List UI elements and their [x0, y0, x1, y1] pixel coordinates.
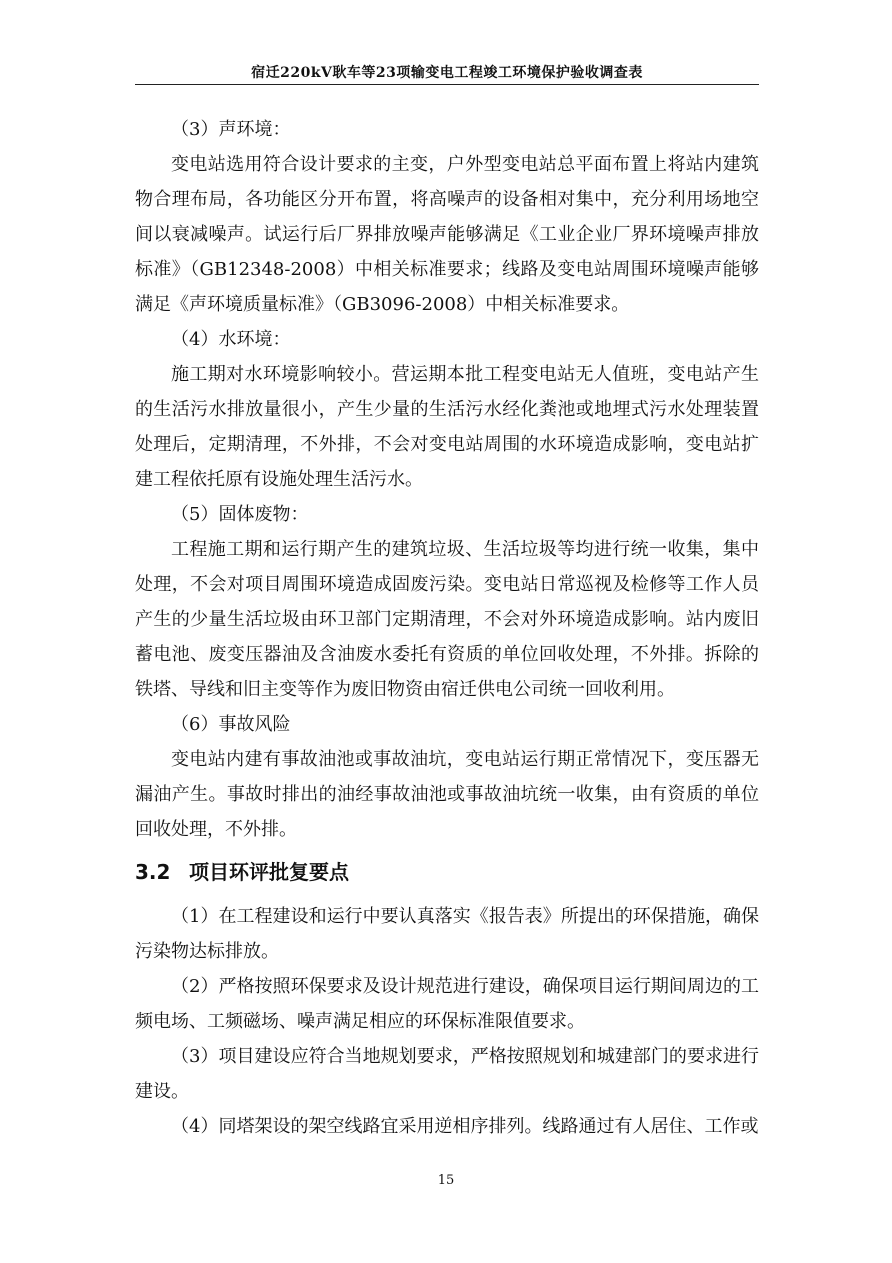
approval-point-2: （2）严格按照环保要求及设计规范进行建设，确保项目运行期间周边的工频电场、工频磁场、噪声满足相应的环保标准限值要求。 — [135, 976, 759, 1032]
page-number: 15 — [437, 1173, 455, 1188]
section-heading — [135, 857, 759, 887]
header-rule — [135, 84, 759, 85]
subsection-label-accident-risk: （6）事故风险 — [171, 714, 291, 735]
approval-point-1: （1）在工程建设和运行中要认真落实《报告表》所提出的环保措施，确保污染物达标排放。 — [135, 906, 759, 962]
approval-point-3: （3）项目建设应符合当地规划要求，严格按照规划和城建部门的要求进行建设。 — [135, 1046, 759, 1102]
paragraph-solid-waste: 工程施工期和运行期产生的建筑垃圾、生活垃圾等均进行统一收集，集中处理，不会对项目周围环境造成固废污染。变电站日常巡视及检修等工作人员产生的少量生活垃圾由环卫部门定期清理，不会对外环境造成影响。站内废旧蓄电池、废变压器油及含油废水委托有资质的单位回收处理，不外排。拆除的铁塔、导线和旧主变等作为废旧物资由宿迁供电公司统一回收利用。 — [135, 539, 759, 700]
running-header: 宿迁220kV耿车等23项输变电工程竣工环境保护验收调查表 — [251, 65, 643, 81]
paragraph-accident-risk: 变电站内建有事故油池或事故油坑，变电站运行期正常情况下，变压器无漏油产生。事故时排出的油经事故油池或事故油坑统一收集，由有资质的单位回收处理，不外排。 — [135, 749, 759, 840]
subsection-label-noise: （3）声环境： — [171, 119, 291, 140]
paragraph-noise: 变电站选用符合设计要求的主变，户外型变电站总平面布置上将站内建筑物合理布局，各功能区分开布置，将高噪声的设备相对集中，充分利用场地空间以衰减噪声。试运行后厂界排放噪声能够满足《工业企业厂界环境噪声排放标准》（GB12348-2008）中相关标准要求；线路及变电站周围环境噪声能够满足《声环境质量标准》（GB3096-2008）中相关标准要求。 — [135, 154, 759, 315]
subsection-label-water: （4）水环境： — [171, 329, 291, 350]
paragraph-water: 施工期对水环境影响较小。营运期本批工程变电站无人值班，变电站产生的生活污水排放量很小，产生少量的生活污水经化粪池或地埋式污水处理装置处理后，定期清理，不外排，不会对变电站周围的水环境造成影响，变电站扩建工程依托原有设施处理生活污水。 — [135, 364, 759, 490]
section-number: 3.2 — [135, 860, 171, 884]
section-title: 项目环评批复要点 — [189, 860, 349, 884]
document-body — [135, 112, 759, 1144]
subsection-label-solid-waste: （5）固体废物： — [171, 504, 309, 525]
approval-point-4: （4）同塔架设的架空线路宜采用逆相序排列。线路通过有人居住、工作或 — [171, 1116, 759, 1137]
